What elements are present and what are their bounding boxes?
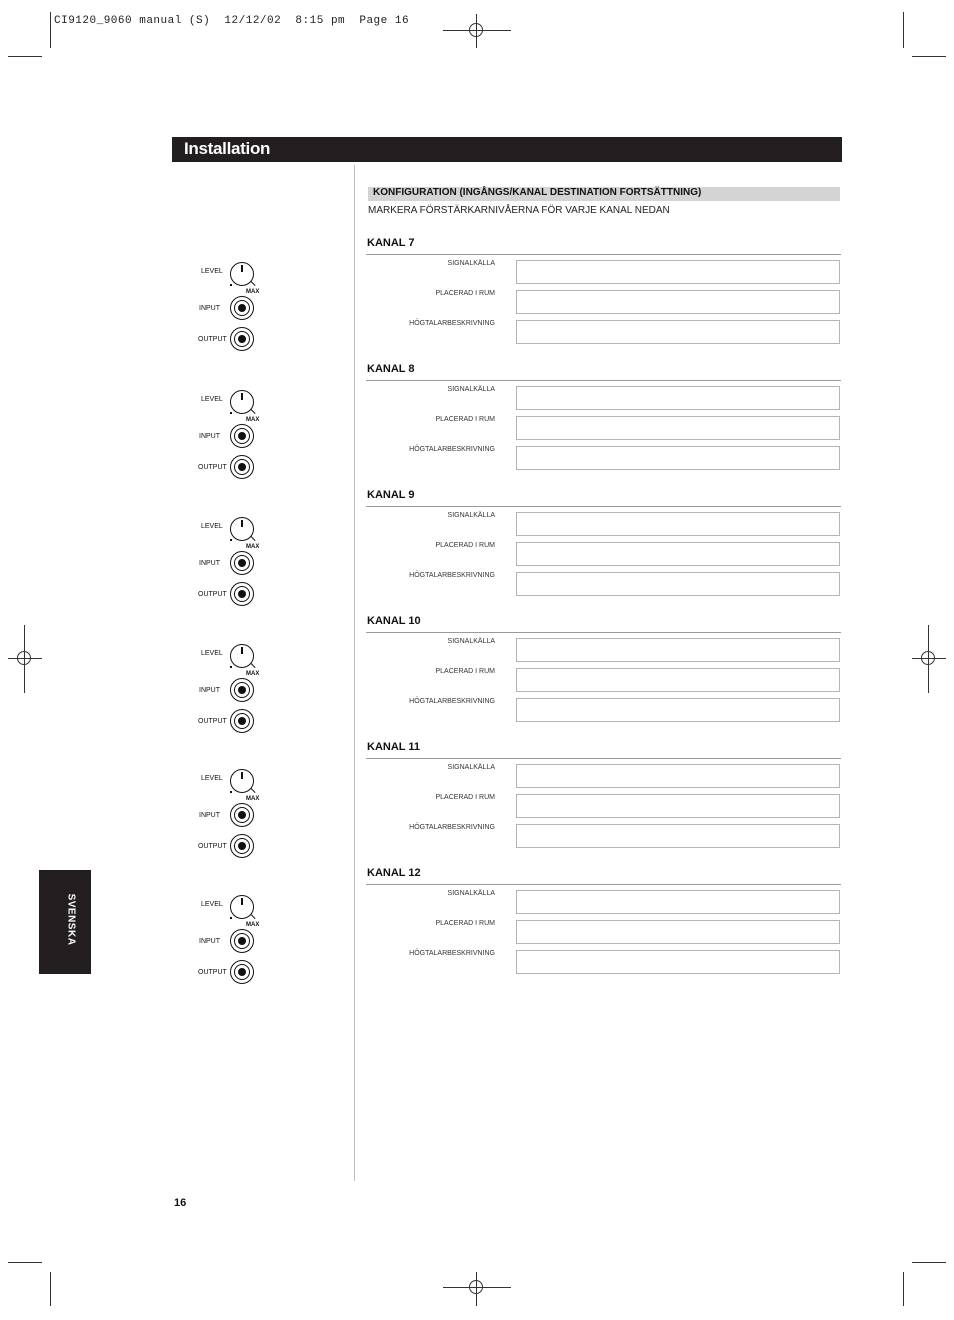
level-label: LEVEL [201, 901, 223, 908]
max-label: MAX [246, 922, 260, 928]
max-label: MAX [246, 544, 260, 550]
section-heading: KONFIGURATION (INGÅNGS/KANAL DESTINATION FORTSÄTTNING) [373, 187, 702, 198]
min-mark [230, 791, 232, 793]
field-label-room: PLACERAD I RUM [435, 668, 495, 675]
field-label-signal-source: SIGNALKÄLLA [447, 512, 495, 519]
input-jack-icon [230, 424, 254, 448]
field-label-signal-source: SIGNALKÄLLA [447, 638, 495, 645]
crop-mark [8, 56, 42, 57]
signal-source-field[interactable] [516, 260, 840, 284]
speaker-description-field[interactable] [516, 320, 840, 344]
print-slug: CI9120_9060 manual (S) 12/12/02 8:15 pm Page 16 [54, 15, 410, 27]
speaker-description-field[interactable] [516, 950, 840, 974]
input-jack-icon [230, 296, 254, 320]
output-jack-icon [230, 455, 254, 479]
language-label: SVENSKA [65, 893, 77, 946]
max-label: MAX [246, 796, 260, 802]
max-tick [250, 788, 255, 793]
channel-rule [366, 758, 841, 759]
channel-title: KANAL 12 [367, 867, 421, 879]
channel-block-7 [366, 237, 841, 363]
amp-controls-10 [190, 644, 260, 734]
room-field[interactable] [516, 290, 840, 314]
field-label-signal-source: SIGNALKÄLLA [447, 764, 495, 771]
section-subtitle: MARKERA FÖRSTÄRKARNIVÅERNA FÖR VARJE KANAL NEDAN [368, 205, 670, 216]
channel-title: KANAL 8 [367, 363, 415, 375]
amp-controls-12 [190, 895, 260, 985]
crop-mark [912, 1262, 946, 1263]
min-mark [230, 539, 232, 541]
output-jack-icon [230, 327, 254, 351]
room-field[interactable] [516, 416, 840, 440]
channel-block-11 [366, 741, 841, 867]
input-label: INPUT [199, 812, 220, 819]
speaker-description-field[interactable] [516, 446, 840, 470]
speaker-description-field[interactable] [516, 824, 840, 848]
channel-title: KANAL 11 [367, 741, 420, 753]
channel-title: KANAL 9 [367, 489, 415, 501]
signal-source-field[interactable] [516, 890, 840, 914]
signal-source-field[interactable] [516, 512, 840, 536]
channel-rule [366, 632, 841, 633]
section-heading-bar [368, 187, 840, 201]
channel-rule [366, 506, 841, 507]
page-title: Installation [184, 139, 271, 158]
field-label-speaker: HÖGTALARBESKRIVNING [409, 950, 495, 957]
registration-mark [921, 651, 935, 665]
input-jack-icon [230, 803, 254, 827]
field-label-room: PLACERAD I RUM [435, 416, 495, 423]
input-label: INPUT [199, 305, 220, 312]
field-label-speaker: HÖGTALARBESKRIVNING [409, 572, 495, 579]
page-number: 16 [174, 1197, 187, 1209]
min-mark [230, 284, 232, 286]
channel-title: KANAL 7 [367, 237, 415, 249]
amp-controls-9 [190, 517, 260, 607]
channel-block-12 [366, 867, 841, 993]
amp-controls-8 [190, 390, 260, 480]
output-label: OUTPUT [198, 843, 227, 850]
room-field[interactable] [516, 542, 840, 566]
output-jack-icon [230, 582, 254, 606]
registration-mark [17, 651, 31, 665]
column-divider [354, 165, 355, 1181]
output-label: OUTPUT [198, 718, 227, 725]
input-label: INPUT [199, 433, 220, 440]
crop-mark [903, 12, 904, 48]
channel-block-8 [366, 363, 841, 489]
max-label: MAX [246, 671, 260, 677]
registration-mark [469, 23, 483, 37]
crop-mark [912, 56, 946, 57]
level-label: LEVEL [201, 775, 223, 782]
max-tick [250, 663, 255, 668]
registration-mark [469, 1280, 483, 1294]
language-tab [39, 870, 91, 974]
level-label: LEVEL [201, 268, 223, 275]
output-jack-icon [230, 834, 254, 858]
channel-block-10 [366, 615, 841, 741]
output-label: OUTPUT [198, 969, 227, 976]
input-label: INPUT [199, 687, 220, 694]
room-field[interactable] [516, 668, 840, 692]
channel-block-9 [366, 489, 841, 615]
page-title-bar [172, 137, 842, 162]
output-jack-icon [230, 960, 254, 984]
channel-title: KANAL 10 [367, 615, 421, 627]
input-label: INPUT [199, 938, 220, 945]
field-label-room: PLACERAD I RUM [435, 920, 495, 927]
output-jack-icon [230, 709, 254, 733]
output-label: OUTPUT [198, 591, 227, 598]
output-label: OUTPUT [198, 336, 227, 343]
signal-source-field[interactable] [516, 386, 840, 410]
level-label: LEVEL [201, 523, 223, 530]
field-label-signal-source: SIGNALKÄLLA [447, 386, 495, 393]
room-field[interactable] [516, 920, 840, 944]
field-label-room: PLACERAD I RUM [435, 794, 495, 801]
field-label-signal-source: SIGNALKÄLLA [447, 890, 495, 897]
crop-mark [50, 12, 51, 48]
speaker-description-field[interactable] [516, 698, 840, 722]
amp-controls-7 [190, 262, 260, 352]
level-label: LEVEL [201, 396, 223, 403]
max-label: MAX [246, 417, 260, 423]
channel-rule [366, 254, 841, 255]
field-label-speaker: HÖGTALARBESKRIVNING [409, 320, 495, 327]
field-label-speaker: HÖGTALARBESKRIVNING [409, 698, 495, 705]
level-label: LEVEL [201, 650, 223, 657]
min-mark [230, 666, 232, 668]
field-label-room: PLACERAD I RUM [435, 290, 495, 297]
field-label-speaker: HÖGTALARBESKRIVNING [409, 446, 495, 453]
min-mark [230, 412, 232, 414]
channel-rule [366, 884, 841, 885]
amp-controls-11 [190, 769, 260, 859]
channel-rule [366, 380, 841, 381]
max-tick [250, 281, 255, 286]
crop-mark [903, 1272, 904, 1306]
room-field[interactable] [516, 794, 840, 818]
field-label-speaker: HÖGTALARBESKRIVNING [409, 824, 495, 831]
max-label: MAX [246, 289, 260, 295]
input-jack-icon [230, 678, 254, 702]
crop-mark [50, 1272, 51, 1306]
output-label: OUTPUT [198, 464, 227, 471]
field-label-signal-source: SIGNALKÄLLA [447, 260, 495, 267]
max-tick [250, 914, 255, 919]
max-tick [250, 536, 255, 541]
signal-source-field[interactable] [516, 638, 840, 662]
input-jack-icon [230, 551, 254, 575]
crop-mark [8, 1262, 42, 1263]
input-label: INPUT [199, 560, 220, 567]
min-mark [230, 917, 232, 919]
input-jack-icon [230, 929, 254, 953]
field-label-room: PLACERAD I RUM [435, 542, 495, 549]
signal-source-field[interactable] [516, 764, 840, 788]
max-tick [250, 409, 255, 414]
speaker-description-field[interactable] [516, 572, 840, 596]
